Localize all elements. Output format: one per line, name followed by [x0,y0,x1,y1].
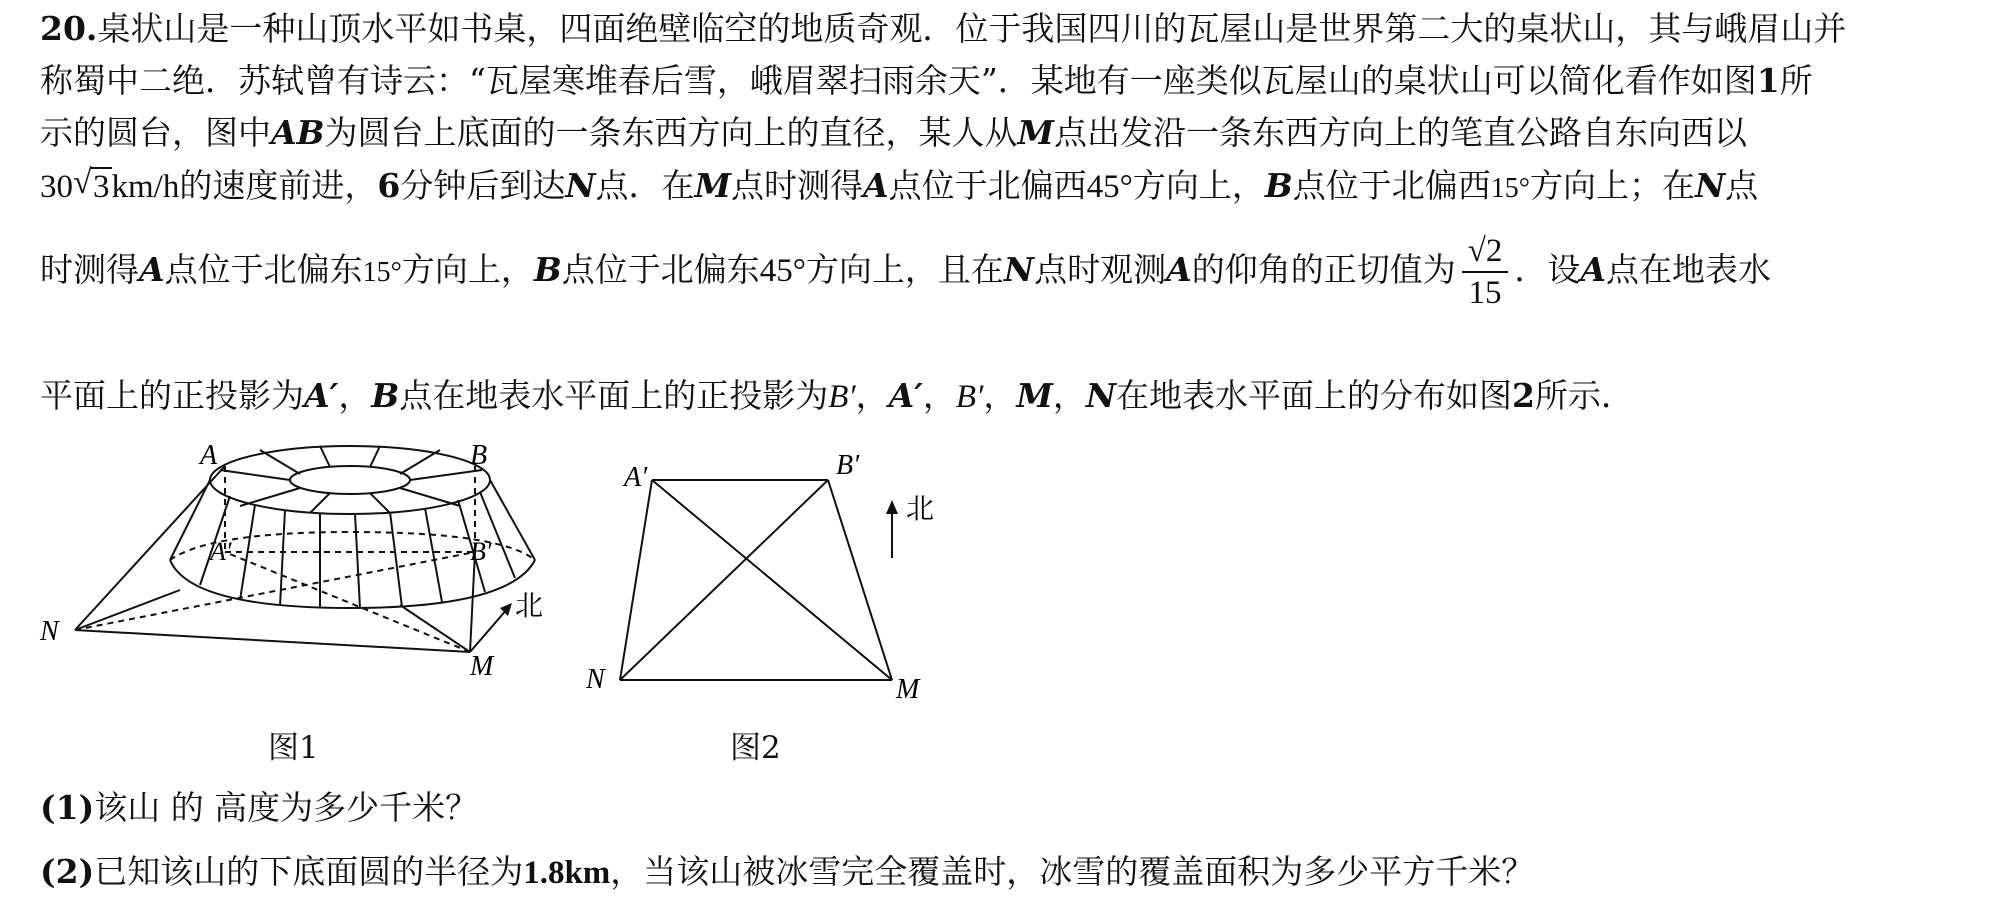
frustum-top-ellipse [210,446,490,514]
figure-2-caption: 图2 [730,730,781,766]
figure2-label-a-prime: A′ [624,462,648,493]
var-b-prime: B′ [955,379,984,415]
figure1-label-b-prime: B′ [470,537,492,566]
var-n: N [565,166,596,205]
var-a-prime: A′ [304,376,339,415]
question-1-number: (1) [40,788,95,827]
text-segment: ， [1052,376,1086,415]
top-spoke [240,488,300,506]
ap-m-diagonal [652,480,892,680]
figure-ref: 1 [1756,61,1780,100]
text-segment: 在地表水平面上的分布如图 [1116,376,1513,415]
radius-value: 1.8km [523,855,611,891]
text-segment: 点在地表水平面上的正投影为 [399,376,829,415]
problem-line-1 [40,3,1985,55]
ap-n-segment [620,480,652,680]
n-to-a-line [75,466,225,630]
figure2-label-n: N [586,664,605,695]
var-n: N [1085,376,1117,415]
var-m: M [1016,376,1053,415]
figure-2-diagram [580,448,980,708]
n-to-base-line [75,590,180,630]
fraction-denominator: 15 [1468,275,1502,311]
var-n: N [1003,250,1035,289]
text-segment: 点 [1725,166,1759,205]
var-a: A [1580,250,1606,289]
var-a: A [863,166,889,205]
question-1 [40,782,1985,834]
north-arrow-icon [886,500,898,514]
angle-value: 45° [1086,169,1133,205]
text-segment: 点在地表水 [1605,250,1771,289]
problem-line-2 [40,55,1985,107]
top-spoke [370,446,380,467]
problem-number: 20. [40,9,98,48]
north-arrow-line [470,608,508,652]
top-spoke [400,488,460,506]
figure2-label-b-prime: B′ [836,450,860,481]
text-segment: 方向上， [1132,166,1265,205]
top-spoke [370,493,390,513]
text-segment: ， [922,376,956,415]
speed-radicand: 3 [93,169,110,205]
var-b: B [371,376,400,415]
m-to-base-line [400,605,470,652]
text-segment: 点．在 [595,166,695,205]
problem-line-3 [40,107,1985,159]
text-segment: 为圆台上底面的一条东西方向上的直径，某人从 [324,113,1018,152]
text-segment: 点位于北偏西 [1292,166,1491,205]
text-segment: 方向上，且在 [805,250,1004,289]
frustum-rib [425,508,442,602]
figure2-label-north: 北 [906,494,935,525]
figure1-label-a-prime: A′ [210,537,232,566]
top-spoke [260,450,300,474]
bp-n-diagonal [620,480,828,680]
frustum-bottom-front-arc [170,560,535,608]
n-to-m-line [75,630,470,652]
figure-ref: 2 [1512,376,1535,415]
figure1-label-b: B [470,440,488,471]
figure-1-caption: 图1 [268,730,319,766]
text-segment: 的仰角的正切值为 [1191,250,1456,289]
var-ab: AB [271,113,325,152]
speed-sqrt [73,161,112,213]
var-a: A [1166,250,1192,289]
top-spoke [220,470,290,480]
top-spoke [410,470,482,480]
top-spoke [400,450,440,474]
text-segment: 方向上， [401,250,534,289]
text-segment: 所 [1779,61,1813,100]
figure1-label-a: A [200,440,218,471]
var-b: B [533,250,562,289]
tangent-fraction [1462,231,1509,313]
text-segment: 的速度前进， [179,166,378,205]
text-segment: 示的圆台，图中 [40,113,271,152]
text-segment: ， [338,376,372,415]
figure1-label-m: M [470,651,494,680]
frustum-rib [390,512,402,607]
var-b: B [1264,166,1293,205]
text-segment: ，当该山被冰雪完全覆盖时，冰雪的覆盖面积为多少平方千米？ [610,852,1535,891]
text-segment: 时测得 [40,250,139,289]
frustum-inner-ellipse [290,466,410,494]
frustum-rib [355,514,360,608]
figure1-label-n: N [40,616,59,647]
figure1-label-north: 北 [515,591,544,622]
var-n: N [1694,166,1726,205]
top-spoke [320,446,330,467]
text-segment: ．设 [1514,250,1581,289]
question-2 [40,846,1985,899]
question-2-number: (2) [40,852,95,891]
angle-value: 15° [362,257,402,288]
m-to-ap-line [225,552,470,652]
problem-line-6 [40,370,1985,423]
fraction-numerator: √2 [1462,231,1509,273]
problem-line-5 [40,225,1985,315]
var-a-prime: A′ [888,376,923,415]
var-m: M [1017,113,1055,152]
var-m: M [694,166,732,205]
text-segment: ， [855,376,889,415]
bp-m-segment [828,480,892,680]
text-segment: 平面上的正投影为 [40,376,304,415]
angle-value: 15° [1490,173,1530,204]
figure-1-diagram [30,440,590,680]
text-segment: 点时观测 [1034,250,1167,289]
text-segment: 点位于北偏东 [164,250,363,289]
text-segment: 称蜀中二绝．苏轼曾有诗云：“瓦屋寒堆春后雪，峨眉翠扫雨余天”．某地有一座类似瓦屋山的桌状山可以简化看作如图 [40,61,1757,100]
var-b-prime: B′ [828,379,856,415]
frustum-rib [280,510,285,606]
question-1-text: 该山 的 高度为多少千米？ [94,788,479,827]
text-segment: ， [983,376,1017,415]
speed-unit: km/h [111,169,180,205]
m-to-bp-line [470,552,475,652]
text-segment: 点位于北偏西 [888,166,1087,205]
problem-line-4 [40,160,1985,215]
text-segment: 已知该山的下底面圆的半径为 [94,852,524,891]
frustum-side-right [490,480,535,560]
top-spoke [310,493,330,513]
text-segment: 点时测得 [731,166,864,205]
speed-coef: 30 [40,169,73,205]
minutes-value: 6 [377,166,401,205]
var-a: A [139,250,165,289]
text-segment: 点出发沿一条东西方向上的笔直公路自东向西以 [1054,113,1748,152]
text-segment: 分钟后到达 [400,166,566,205]
figure2-label-m: M [896,674,920,705]
text-segment: 方向上；在 [1529,166,1695,205]
text-segment: 所示． [1534,376,1634,415]
angle-value: 45° [759,253,806,289]
text-segment: 点位于北偏东 [561,250,760,289]
text-segment: 桌状山是一种山顶水平如书桌，四面绝壁临空的地质奇观．位于我国四川的瓦屋山是世界第二大的桌状山，其与峨眉山并 [97,9,1847,48]
